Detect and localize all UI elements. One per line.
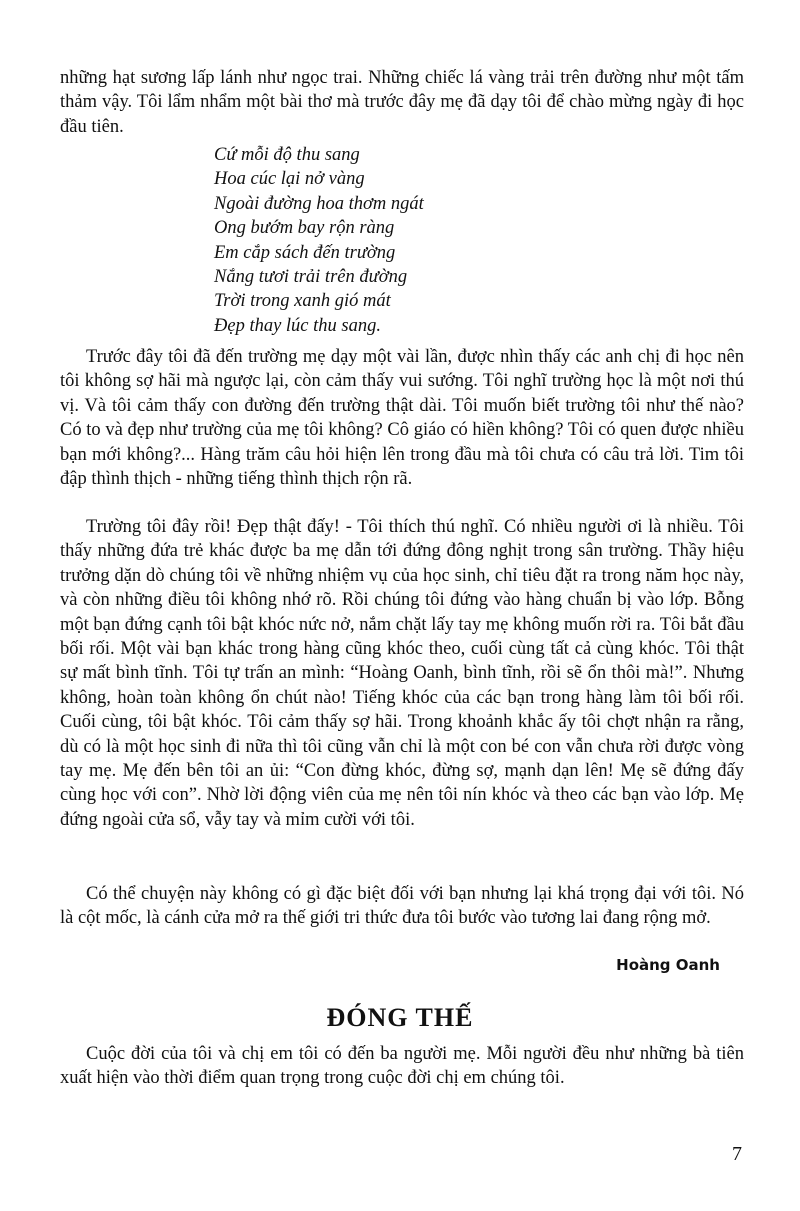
- poem-line: Cứ mỗi độ thu sang: [214, 145, 360, 165]
- author-name: Hoàng Oanh: [616, 956, 720, 974]
- poem-line: Nắng tươi trải trên đường: [214, 267, 408, 288]
- poem-line: Em cắp sách đến trường: [214, 242, 396, 263]
- story-title: ĐÓNG THẾ: [326, 1003, 474, 1032]
- paragraph-4: Có thể chuyện này không có gì đặc biệt đối với bạn nhưng lại khá trọng đại với tôi. Nó là cột mốc, là cánh cửa mở ra thế giới tri thức đưa tôi bước vào tương lai đang rộng mở.: [60, 884, 744, 929]
- text-block-1: [60, 66, 744, 139]
- poem-line: Trời trong xanh gió mát: [214, 291, 391, 312]
- text-block-4: [60, 882, 744, 931]
- poem-line: Đẹp thay lúc thu sang.: [214, 315, 381, 336]
- paragraph-2: Trước đây tôi đã đến trường mẹ dạy một vài lần, được nhìn thấy các anh chị đi học nên tôi không sợ hãi mà ngược lại, còn cảm thấy vui sướng. Tôi nghĩ trường học là một nơi thú vị. Và tôi cảm thấy con đường đến trường thật dài. Tôi muốn biết trường tôi như thế nào? Có to và đẹp như trường của mẹ tôi không? Cô giáo có hiền không? Tôi có quen được nhiều bạn mới không?... Hàng trăm câu hỏi hiện lên trong đầu mà tôi chưa có câu trả lời. Tim tôi đập thình thịch - những tiếng thình thịch rộn rã.: [60, 347, 744, 490]
- text-block-2: [60, 345, 744, 491]
- page-number: 7: [732, 1143, 742, 1165]
- paragraph-5: Cuộc đời của tôi và chị em tôi có đến ba người mẹ. Mỗi người đều như những bà tiên xuất hiện vào thời điểm quan trọng trong cuộc đời chị em chúng tôi.: [60, 1044, 744, 1089]
- paragraph-1: những hạt sương lấp lánh như ngọc trai. Những chiếc lá vàng trải trên đường như một tấm thảm vậy. Tôi lẩm nhẩm một bài thơ mà trước đây mẹ đã dạy tôi để chào mừng ngày đi học đầu tiên.: [60, 68, 744, 137]
- text-block-3: [60, 515, 744, 832]
- poem-line: Ngoài đường hoa thơm ngát: [214, 193, 424, 214]
- text-block-5: [60, 1042, 744, 1091]
- paragraph-3: Trường tôi đây rồi! Đẹp thật đấy! - Tôi thích thú nghĩ. Có nhiều người ơi là nhiều. Tôi thấy những đứa trẻ khác được ba mẹ dẫn tới đứng đông nghịt trong sân trường. Thầy hiệu trưởng dặn dò chúng tôi về những nhiệm vụ của học sinh, chỉ tiêu đặt ra trong năm học này, và còn những điều tôi không nhớ rõ. Rồi chúng tôi đứng vào hàng chuẩn bị vào lớp. Bỗng một bạn đứng cạnh tôi bật khóc nức nở, nắm chặt lấy tay mẹ không muốn rời ra. Tôi bắt đầu bối rối. Một vài bạn khác trong hàng cũng khóc theo, cuối cùng tất cả cùng khóc. Tôi thật sự mất bình tĩnh. Tôi tự trấn an mình: “Hoàng Oanh, bình tĩnh, rồi sẽ ổn thôi mà!”. Nhưng không, hoàn toàn không ổn chút nào! Tiếng khóc của các bạn trong hàng làm tôi bối rối. Cuối cùng, tôi bật khóc. Tôi cảm thấy sợ hãi. Trong khoảnh khắc ấy tôi chợt nhận ra rằng, dù có là một học sinh đi nữa thì tôi cũng vẫn chỉ là một con bé con vẫn chưa rời được vòng tay mẹ. Mẹ đến bên tôi an ủi: “Con đừng khóc, đừng sợ, mạnh dạn lên! Mẹ sẽ đứng đấy cùng học với con”. Nhờ lời động viên của mẹ nên tôi nín khóc và theo các bạn vào lớp. Mẹ đứng ngoài cửa sổ, vẫy tay và mỉm cười với tôi.: [60, 517, 744, 830]
- poem-line: Hoa cúc lại nở vàng: [214, 169, 365, 190]
- poem-line: Ong bướm bay rộn ràng: [214, 218, 395, 239]
- poem: [214, 143, 424, 338]
